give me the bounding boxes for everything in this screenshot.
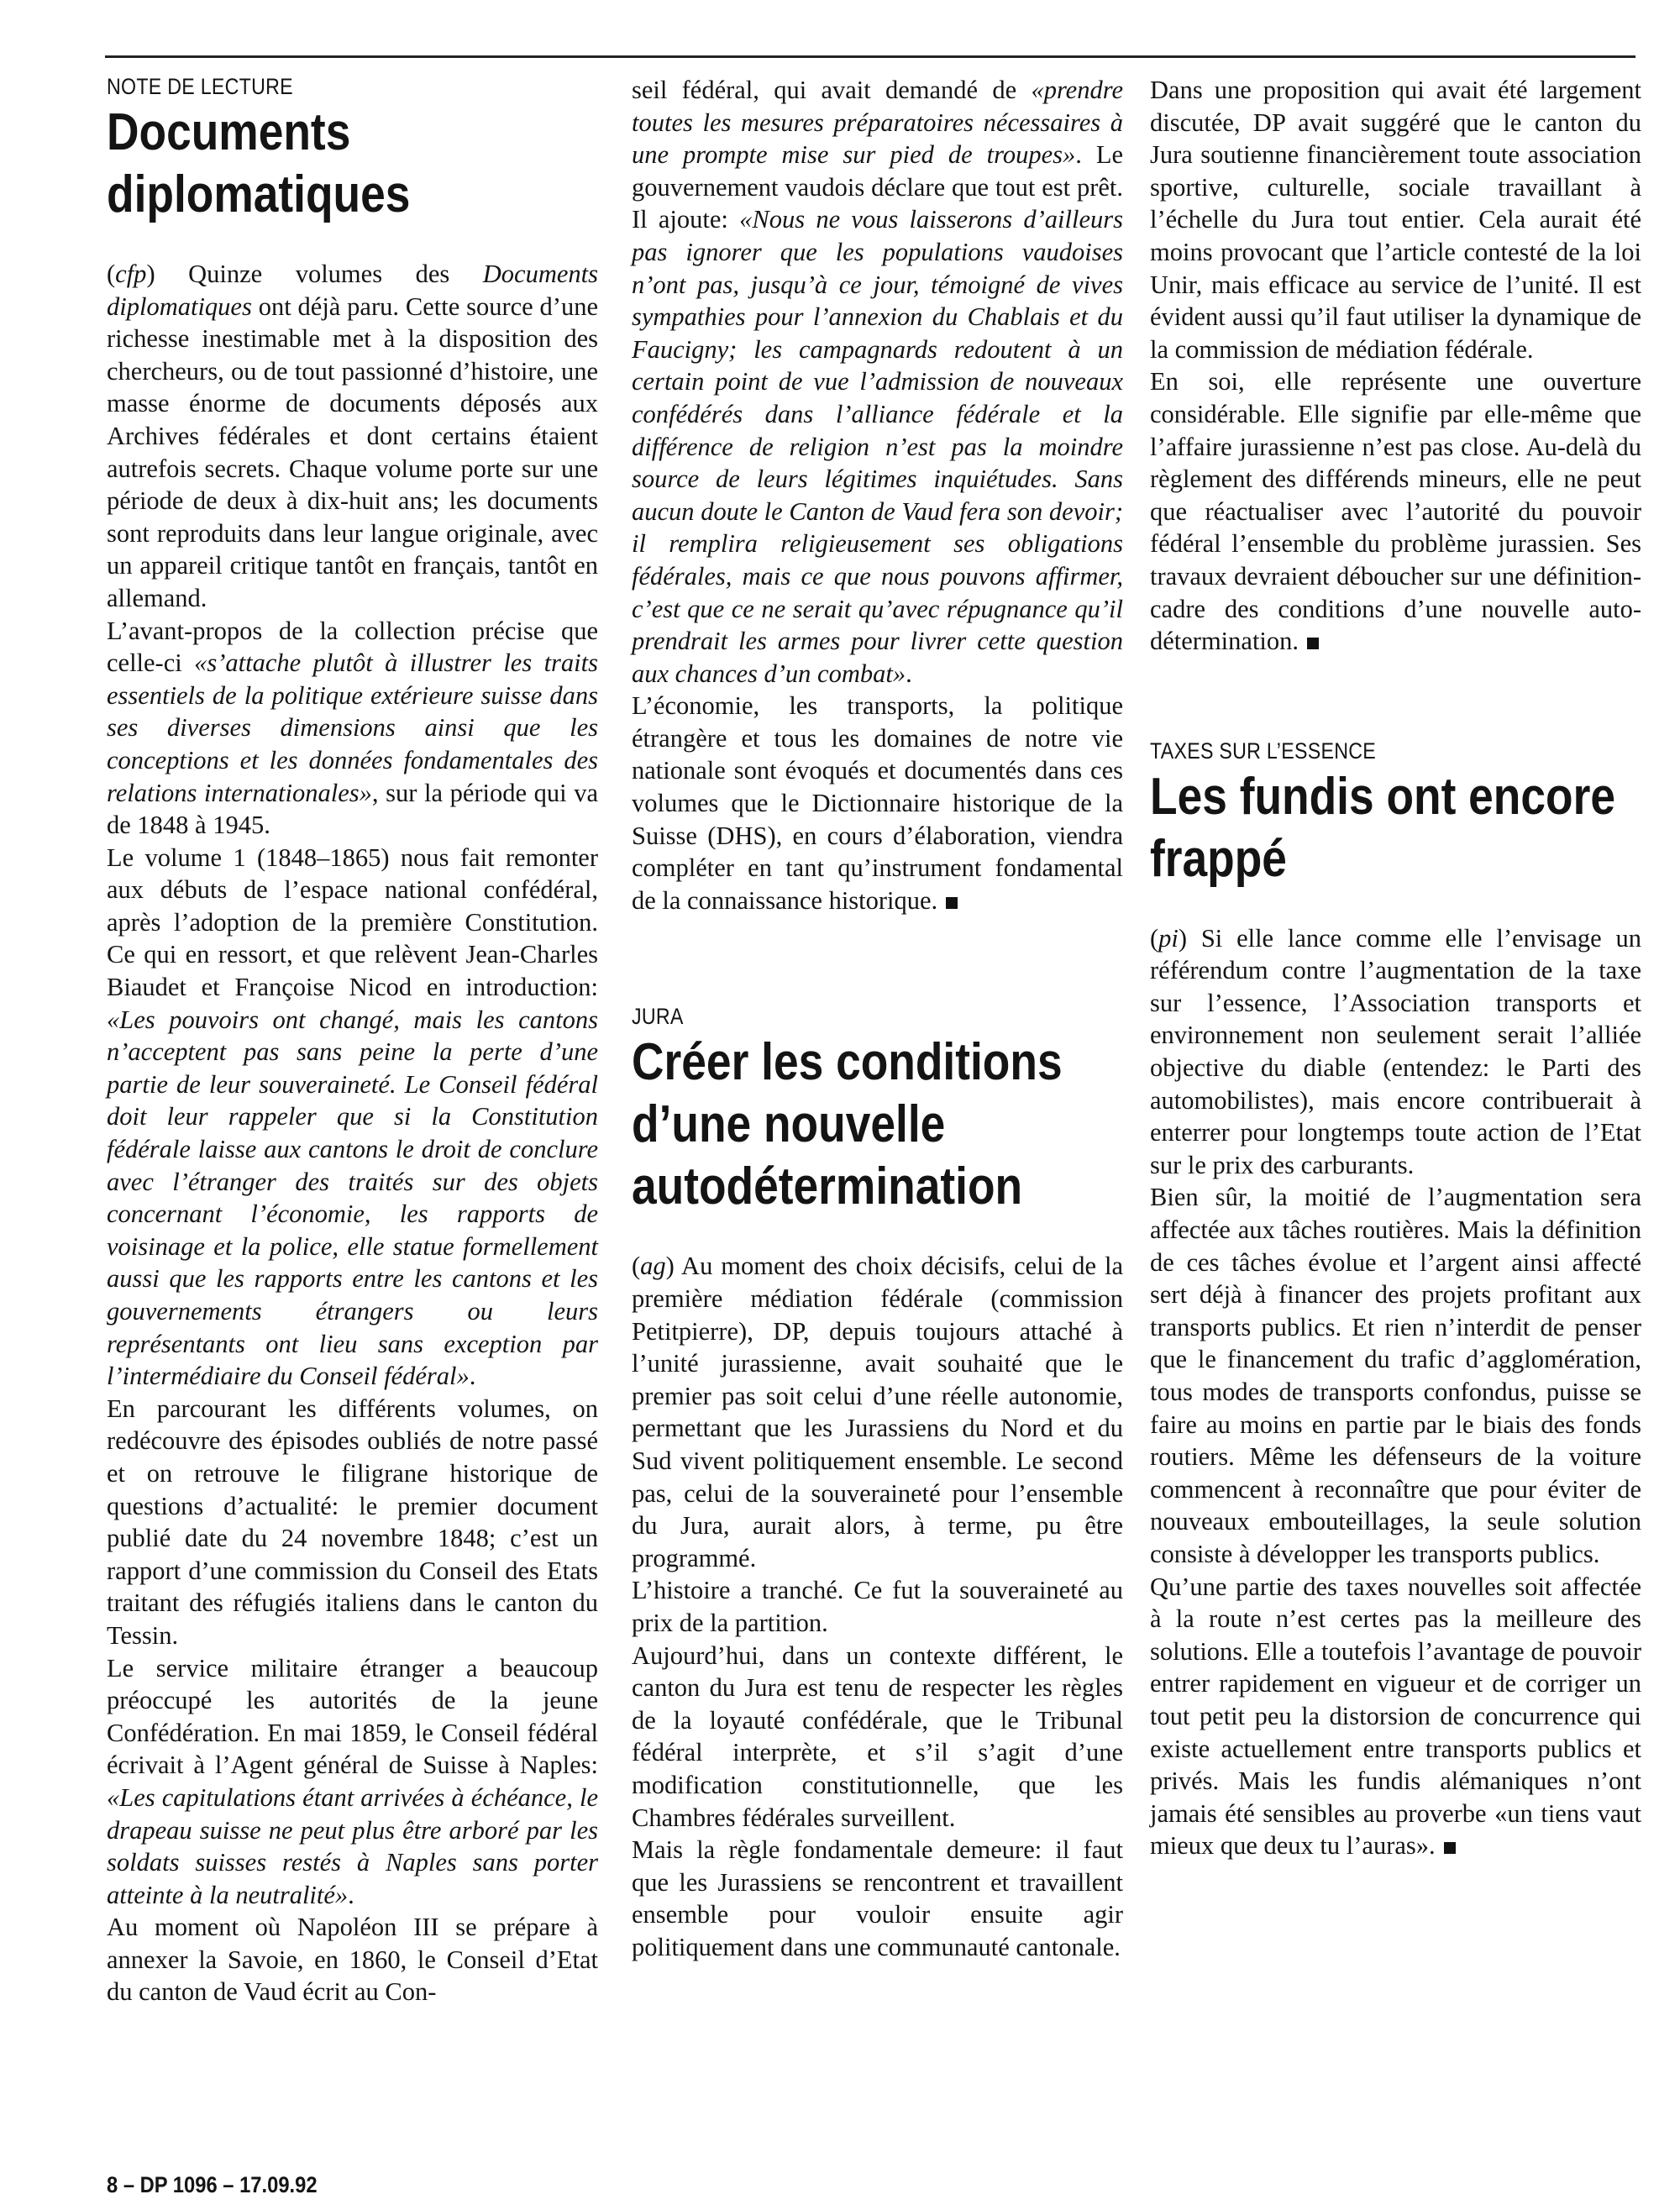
paragraph: Bien sûr, la moitié de l’augmentation sera affectée aux tâches routières. Mais la définition de ces tâches évolue et l’argent ainsi affecté sert déjà à financer des projets profitant aux transports publics. Et rien n’interdit de penser que le financement du trafic d’agglomération, tous modes de transports confondus, puisse se faire au moins en partie par le biais des fonds routiers. Même les défenseurs de la voiture commencent à reconnaître que pour éviter de nouveaux embouteillages, la seule solution consiste à développer les transports publics. [1150, 1183, 1641, 1568]
quotation: «s’attache plutôt à illustrer les traits essentiels de la politique extérieure suisse dans ses diverses dimensions ainsi que les conceptions et les données fondamentales des relations internationales» [107, 648, 598, 807]
paragraph: Aujourd’hui, dans un contexte différent, le canton du Jura est tenu de respecter les règles de la loyauté confédérale, que le Tribunal fédéral interprète, et s’il s’agit d’une modification constitutionnelle, que les Chambres fédérales surveillent. [632, 1640, 1123, 1832]
author-initials: cfp [115, 260, 147, 288]
paragraph: Qu’une partie des taxes nouvelles soit affectée à la route n’est certes pas la meilleure des solutions. Elle a toutefois l’avantage de pouvoir entrer rapidement en vigueur et de corriger un tout petit peu la distorsion de concurrence qui existe actuellement entre transports publics et privés. Mais les fundis alémaniques n’ont jamais été sensibles au proverbe «un tiens vaut mieux que deux tu l’auras». [1150, 1572, 1641, 1861]
article-kicker: NOTE DE LECTURE [107, 74, 293, 99]
work-title: Documents diplomatiques [107, 260, 598, 321]
paragraph: (ag) Au moment des choix décisifs, celui de la première médiation fédérale (commission Petitpierre), DP, depuis toujours attaché à l’unité jurassienne, avait souhaité que le premier pas soit celui d’une réelle autonomie, permettant que les Jurassiens du Nord et du Sud vivent politiquement ensemble. Le second pas, celui de la souveraineté pour l’ensemble du Jura, aurait alors, à terme, pu être programmé. [632, 1252, 1123, 1572]
paragraph: (cfp) Quinze volumes des Documents diplomatiques ont déjà paru. Cette source d’une richesse inestimable met à la disposition des chercheurs, ou de tout passionné d’histoire, une masse énorme de documents déposés aux Archives fédérales et dont certains étaient autrefois secrets. Chaque volume porte sur une période de deux à dix-huit ans; les documents sont reproduits dans leur langue originale, avec un appareil critique tantôt en français, tantôt en allemand. [107, 260, 598, 612]
article-body-continued [632, 74, 1123, 916]
paragraph: En soi, elle représente une ouverture considérable. Elle signifie par elle-même que l’affaire jurassienne n’est pas close. Au-delà du règlement des différends mineurs, elle ne peut que réactualiser avec l’autorité du pouvoir fédéral l’ensemble du problème jurassien. Ses travaux devraient déboucher sur une définition-cadre des conditions d’une nouvelle auto-détermination. [1150, 367, 1641, 656]
article-body-continued [1150, 74, 1641, 658]
quotation: «Les pouvoirs ont changé, mais les cantons n’acceptent pas sans peine la perte d’une partie de leur souveraineté. Le Conseil fédéral doit leur rappeler que si la Constitution fédérale laisse aux cantons le droit de conclure avec l’étranger des traités sur des objets concernant l’économie, les rapports de voisinage et la police, elle statue formellement aussi que les rapports entre les cantons et les gouvernements étrangers ou leurs représentants ont lieu sans exception par l’intermédiaire du Conseil fédéral» [107, 1005, 598, 1391]
paragraph: Mais la règle fondamentale demeure: il faut que les Jurassiens se rencontrent et travaillent ensemble pour vouloir ensuite agir politiquement dans une communauté cantonale. [632, 1835, 1123, 1961]
article-body [107, 258, 598, 2008]
paragraph: En parcourant les différents volumes, on redécouvre des épisodes oubliés de notre passé et on retrouve le filigrane historique de questions d’actualité: le premier document publié date du 24 novembre 1848; c’est un rapport d’une commission du Conseil des Etats traitant des réfugiés italiens dans le canton du Tessin. [107, 1394, 598, 1650]
end-mark [1444, 1842, 1456, 1854]
column-2 [632, 74, 1123, 1964]
paragraph: (pi) Si elle lance comme elle l’envisage un référendum contre l’augmentation de la taxe sur l’essence, l’Association transports et environnement non seulement serait l’alliée objective du diable (entendez: le Parti des automobilistes), mais encore contribuerait à enterrer pour longtemps toute action de l’Etat sur le prix des carburants. [1150, 923, 1641, 1179]
article-kicker: JURA [632, 1004, 684, 1030]
quotation: «Les capitulations étant arrivées à échéance, le drapeau suisse ne peut plus être arboré par les soldats suisses restés à Naples sans porter atteinte à la neutralité» [107, 1782, 598, 1909]
article-body [632, 1250, 1123, 1963]
paragraph: L’économie, les transports, la politique étrangère et tous les domaines de notre vie nationale sont évoqués et documentés dans ces volumes que le Dictionnaire historique de la Suisse (DHS), en cours d’élaboration, viendra compléter en tant qu’instrument fondamental de la connaissance historique. [632, 691, 1123, 915]
quotation: «prendre toutes les mesures préparatoires nécessaires à une prompte mise sur pied de troupes» [632, 76, 1123, 170]
paragraph: Le service militaire étranger a beaucoup préoccupé les autorités de la jeune Confédération. En mai 1859, le Conseil fédéral écrivait à l’Agent général de Suisse à Naples: «Les capitulations étant arrivées à échéance, le drapeau suisse ne peut plus être arboré par les soldats suisses restés à Naples sans porter atteinte à la neutralité». [107, 1653, 598, 1909]
article-body [1150, 922, 1641, 1862]
end-mark [946, 897, 958, 909]
paragraph: L’avant-propos de la collection précise que celle-ci «s’attache plutôt à illustrer les traits essentiels de la politique extérieure suisse dans ses diverses dimensions ainsi que les conceptions et les données fondamentales des relations internationales», sur la période qui va de 1848 à 1945. [107, 616, 598, 840]
paragraph: seil fédéral, qui avait demandé de «prendre toutes les mesures préparatoires nécessaires à une prompte mise sur pied de troupes». Le gouvernement vaudois déclare que tout est prêt. Il ajoute: «Nous ne vous laisserons d’ailleurs pas ignorer que les populations vaudoises n’ont pas, jusqu’à ce jour, témoigné de vives sympathies pour l’annexion du Chablais et du Faucigny; les campagnards redoutent à un certain point de vue l’admission de nouveaux confédérés dans l’alliance fédérale et la différence de religion n’est pas la moindre source de leurs légitimes inquiétudes. Sans aucun doute le Canton de Vaud fera son devoir; il remplira religieusement ses obligations fédérales, mais ce que nous pouvons affirmer, c’est que ce ne serait qu’avec répugnance qu’il prendrait les armes pour livrer cette question aux chances d’un combat». [632, 76, 1124, 688]
paragraph: Dans une proposition qui avait été largement discutée, DP avait suggéré que le canton du Jura soutienne financièrement toute association sportive, culturelle, sociale travaillant à l’échelle du Jura tout entier. Cela aurait été moins provocant que l’article contesté de la loi Unir, mais efficace au service de l’unité. Il est évident aussi qu’il faut utiliser la dynamique de la commission de médiation fédérale. [1150, 76, 1641, 364]
quotation: «Nous ne vous laisserons d’ailleurs pas ignorer que les populations vaudoises n’ont pas, jusqu’à ce jour, témoigné de vives sympathies pour l’annexion du Chablais et du Faucigny; les campagnards redoutent à un certain point de vue l’admission de nouveaux confédérés dans l’alliance fédérale et la différence de religion n’est pas la moindre source de leurs légitimes inquiétudes. Sans aucun doute le Canton de Vaud fera son devoir; il remplira religieusement ses obligations fédérales, mais ce que nous pouvons affirmer, c’est que ce ne serait qu’avec répugnance qu’il prendrait les armes pour livrer cette question aux chances d’un combat» [632, 205, 1123, 688]
author-initials: ag [640, 1252, 666, 1281]
end-mark [1307, 638, 1319, 649]
article-title: Les fundis ont encore frappé [1150, 767, 1616, 888]
page-folio: 8 – DP 1096 – 17.09.92 [107, 2172, 318, 2197]
paragraph: Au moment où Napoléon III se prépare à annexer la Savoie, en 1860, le Conseil d’Etat du canton de Vaud écrit au Con- [107, 1913, 598, 2007]
article-title: Documents diplomatiques [107, 103, 411, 223]
column-1 [107, 74, 598, 2008]
column-3 [1150, 74, 1641, 1862]
article-kicker: TAXES SUR L’ESSENCE [1150, 738, 1377, 764]
author-initials: pi [1158, 923, 1179, 953]
article-title: Créer les conditions d’une nouvelle autodétermination [632, 1033, 1063, 1216]
paragraph: Le volume 1 (1848–1865) nous fait remonter aux débuts de l’espace national confédéral, après l’adoption de la première Constitution. Ce qui en ressort, et que relèvent Jean-Charles Biaudet et Françoise Nicod en introduction: «Les pouvoirs ont changé, mais les cantons n’acceptent pas sans peine la perte d’une partie de leur souveraineté. Le Conseil fédéral doit leur rappeler que si la Constitution fédérale laisse aux cantons le droit de conclure avec l’étranger des traités sur des objets concernant l’économie, les rapports de voisinage et la police, elle statue formellement aussi que les rapports entre les cantons et les gouvernements étrangers ou leurs représentants ont lieu sans exception par l’intermédiaire du Conseil fédéral». [107, 843, 598, 1391]
paragraph: L’histoire a tranché. Ce fut la souveraineté au prix de la partition. [632, 1576, 1123, 1637]
top-rule [105, 55, 1635, 58]
